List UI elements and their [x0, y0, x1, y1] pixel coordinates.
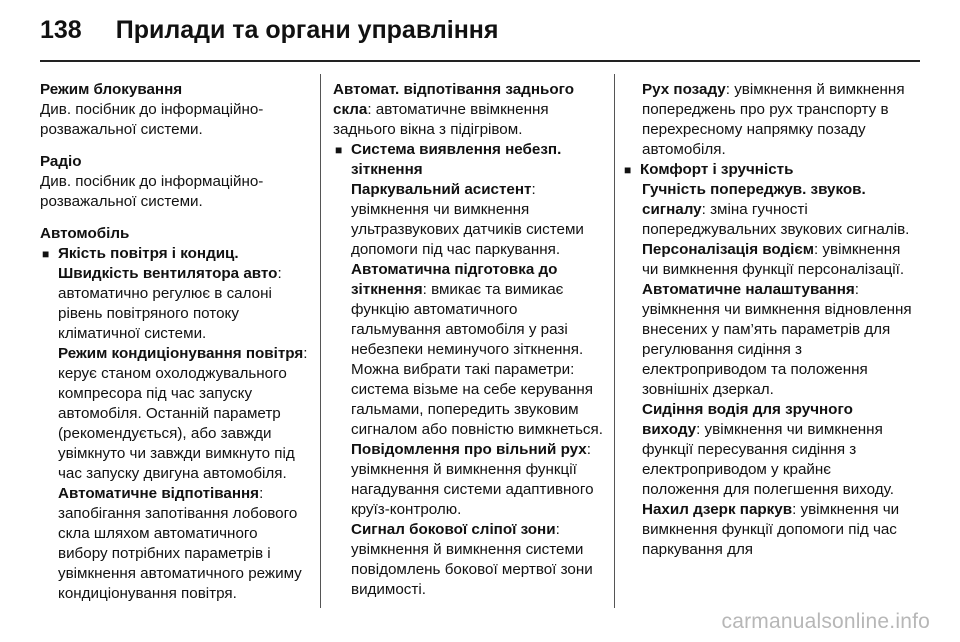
bullet-square-icon: ■	[42, 247, 50, 261]
setting-item	[622, 280, 912, 400]
setting-term: Сигнал бокової сліпої зони	[351, 521, 556, 538]
setting-desc: : запобігання запотівання лобового скла шляхом автоматичного вибору потрібних параметрів і увімкнення автоматичного режиму кондиціонування повітря.	[58, 485, 302, 602]
bullet-square-icon: ■	[335, 143, 343, 157]
page-title: Прилади та органи управління	[115, 16, 499, 44]
section-heading: Радіо	[40, 153, 82, 170]
setting-term: Автоматичне налаштування	[642, 281, 855, 298]
setting-term: Повідомлення про вільний рух	[351, 441, 587, 458]
page-number: 138	[40, 16, 82, 44]
setting-item	[622, 400, 912, 500]
setting-desc: : вмикає та вимикає функцію автоматичного гальмування автомобіля у разі небезпеки неминучого зіткнення. Можна вибрати такі параметри: система візьме на себе керування гальмами, попередить звуковим сигналом або повністю вимкнеться.	[351, 281, 603, 438]
column-2	[333, 80, 608, 600]
setting-term: Автоматичне відпотівання	[58, 485, 260, 502]
setting-term: Рух позаду	[642, 81, 726, 98]
setting-term: Гучність попереджув. звуков. сигналу	[642, 181, 866, 218]
setting-desc: : зміна гучності попереджувальних звукових сигналів.	[642, 201, 910, 238]
column-divider-1	[320, 74, 321, 608]
setting-term: Паркувальний асистент	[351, 181, 532, 198]
setting-desc: : автоматично регулює в салоні рівень повітряного потоку кліматичної системи.	[58, 265, 282, 342]
section-lock-mode	[40, 80, 308, 140]
bullet-square-icon: ■	[624, 163, 632, 177]
setting-term: Автомат. відпотівання заднього скла	[333, 81, 575, 118]
bullet-text: Якість повітря і кондиц.	[58, 245, 239, 262]
setting-term: Швидкість вентилятора авто	[58, 265, 278, 282]
header-rule	[40, 60, 920, 62]
column-1	[40, 80, 308, 604]
section-vehicle	[40, 224, 308, 604]
setting-item	[622, 80, 912, 160]
section-heading: Режим блокування	[40, 81, 183, 98]
column-divider-2	[614, 74, 615, 608]
setting-item	[333, 260, 608, 440]
bullet-heading	[40, 244, 308, 264]
setting-term: Сидіння водія для зручного виходу	[642, 401, 853, 438]
setting-term: Нахил дзерк паркув	[642, 501, 793, 518]
setting-item	[40, 484, 308, 604]
bullet-heading	[333, 140, 608, 180]
setting-desc: : увімкнення чи вимкнення функції допомоги під час паркування для	[642, 501, 900, 558]
setting-term: Автоматична підготовка до зіткнення	[351, 261, 558, 298]
setting-term: Персоналізація водієм	[642, 241, 814, 258]
setting-desc: : увімкнення й вимкнення системи повідомлень бокової мертвої зони видимості.	[351, 521, 593, 598]
setting-item	[622, 180, 912, 240]
setting-term: Режим кондиціонування повітря	[58, 345, 304, 362]
setting-item	[333, 80, 608, 140]
section-text: Див. посібник до інформаційно-розважальної системи.	[40, 173, 264, 210]
section-radio	[40, 152, 308, 212]
setting-desc: : увімкнення й вимкнення функції нагадування системи адаптивного круїз-контролю.	[351, 441, 594, 518]
bullet-text: Комфорт і зручність	[640, 161, 794, 178]
setting-desc: : увімкнення й вимкнення попереджень про рух транспорту в перехресному напрямку позаду автомобіля.	[642, 81, 905, 158]
column-3	[622, 80, 912, 560]
setting-desc: : увімкнення чи вимкнення відновлення внесених у пам’ять параметрів для регулювання сидіння з електроприводом та положення зовнішніх дзеркал.	[642, 281, 912, 398]
setting-desc: : автоматичне ввімкнення заднього вікна з підігрівом.	[333, 101, 549, 138]
setting-item	[40, 344, 308, 484]
setting-desc: : увімкнення чи вимкнення функції пересування сидіння з електроприводом у крайнє положення для полегшення виходу.	[642, 421, 894, 498]
section-text: Див. посібник до інформаційно-розважальної системи.	[40, 101, 264, 138]
section-heading: Автомобіль	[40, 225, 130, 242]
setting-item	[40, 264, 308, 344]
setting-desc: : керує станом охолоджувального компресора під час запуску автомобіля. Останній параметр (рекомендується), або завжди увімкнуто чи завжди вимкнуто під час запуску двигуна автомобіля.	[58, 345, 308, 482]
page-header	[40, 16, 499, 52]
setting-item	[333, 180, 608, 260]
setting-item	[333, 440, 608, 520]
setting-desc: : увімкнення чи вимкнення ультразвукових датчиків системи допомоги під час паркування.	[351, 181, 584, 258]
bullet-heading	[622, 160, 912, 180]
setting-item	[333, 520, 608, 600]
setting-item	[622, 240, 912, 280]
setting-desc: : увімкнення чи вимкнення функції персоналізації.	[642, 241, 905, 278]
watermark-text: carmanualsonline.info	[721, 610, 930, 633]
bullet-text: Система виявлення небезп. зіткнення	[351, 141, 562, 178]
setting-item	[622, 500, 912, 560]
